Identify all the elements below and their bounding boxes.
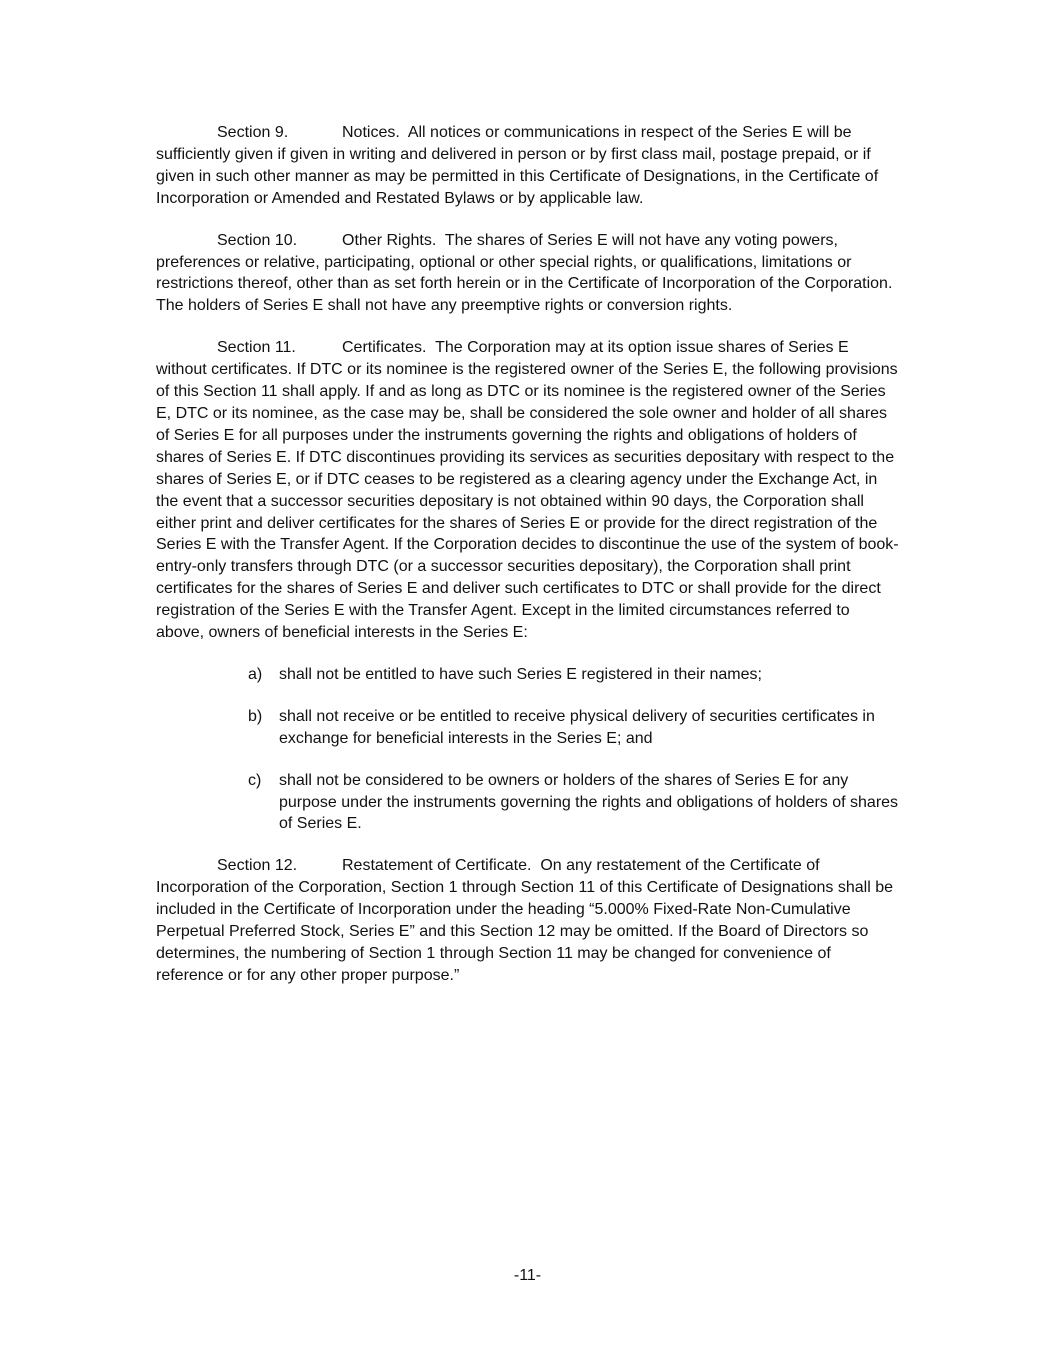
list-item-a <box>156 664 901 686</box>
section-11-number: Section 11. <box>217 339 296 357</box>
list-text-b: shall not receive or be entitled to receive physical delivery of securities certificates in exchange for beneficial interests in the Series E; and <box>279 707 875 747</box>
section-12-title: Restatement of Certificate. <box>342 857 532 875</box>
document-body <box>156 122 901 1007</box>
section-11-list <box>156 664 901 835</box>
section-11-body: The Corporation may at its option issue shares of Series E without certificates. If DTC or its nominee is the registered owner of the Series E, the following provisions of this Section 11 shall apply. If and as long as DTC or its nominee is the registered owner of the Series E, DTC or its nominee, as the case may be, shall be considered the sole owner and holder of all shares of Series E for all purposes under the instruments governing the rights and obligations of holders of shares of Series E. If DTC discontinues providing its services as securities depositary with respect to the shares of Series E, or if DTC ceases to be registered as a clearing agency under the Exchange Act, in the event that a successor securities depositary is not obtained within 90 days, the Corporation shall either print and deliver certificates for the shares of Series E or provide for the direct registration of the Series E with the Transfer Agent. If the Corporation decides to discontinue the use of the system of book-entry-only transfers through DTC (or a successor securities depositary), the Corporation shall print certificates for the shares of Series E and deliver such certificates to DTC or shall provide for the direct registration of the Series E with the Transfer Agent. Except in the limited circumstances referred to above, owners of beneficial interests in the Series E: <box>156 339 899 642</box>
section-12-number: Section 12. <box>217 857 298 875</box>
section-12-paragraph <box>156 855 901 986</box>
list-marker-b: b) <box>248 707 263 725</box>
section-10-body: The shares of Series E will not have any voting powers, preferences or relative, participating, optional or other special rights, or qualifications, limitations or restrictions thereof, other than as set forth herein or in the Certificate of Incorporation of the Corporation. The holders of Series E shall not have any preemptive rights or conversion rights. <box>156 231 893 315</box>
section-12-body: On any restatement of the Certificate of Incorporation of the Corporation, Section 1 through Section 11 of this Certificate of Designations shall be included in the Certificate of Incorporation under the heading “5.000% Fixed-Rate Non-Cumulative Perpetual Preferred Stock, Series E” and this Section 12 may be omitted. If the Board of Directors so determines, the numbering of Section 1 through Section 11 may be changed for convenience of reference or for any other proper purpose.” <box>156 857 894 984</box>
list-text-a: shall not be entitled to have such Series E registered in their names; <box>279 665 762 683</box>
list-marker-c: c) <box>248 771 262 789</box>
list-text-c: shall not be considered to be owners or holders of the shares of Series E for any purpose under the instruments governing the rights and obligations of holders of shares of Series E. <box>279 771 899 833</box>
list-marker-a: a) <box>248 665 263 683</box>
list-item-b <box>156 706 901 750</box>
list-item-c <box>156 770 901 836</box>
section-10-number: Section 10. <box>217 231 298 249</box>
section-9-paragraph <box>156 122 901 210</box>
section-11-paragraph <box>156 337 901 644</box>
page-number: -11- <box>513 1267 542 1284</box>
section-11-title: Certificates. <box>342 339 427 357</box>
section-9-body: All notices or communications in respect of the Series E will be sufficiently given if given in writing and delivered in person or by first class mail, postage prepaid, or if given in such other manner as may be permitted in this Certificate of Designations, in the Certificate of Incorporation or Amended and Restated Bylaws or by applicable law. <box>156 124 879 207</box>
section-9-title: Notices. <box>342 124 400 141</box>
section-10-paragraph <box>156 230 901 318</box>
section-10-title: Other Rights. <box>342 231 437 249</box>
section-9-number: Section 9. <box>217 124 289 141</box>
